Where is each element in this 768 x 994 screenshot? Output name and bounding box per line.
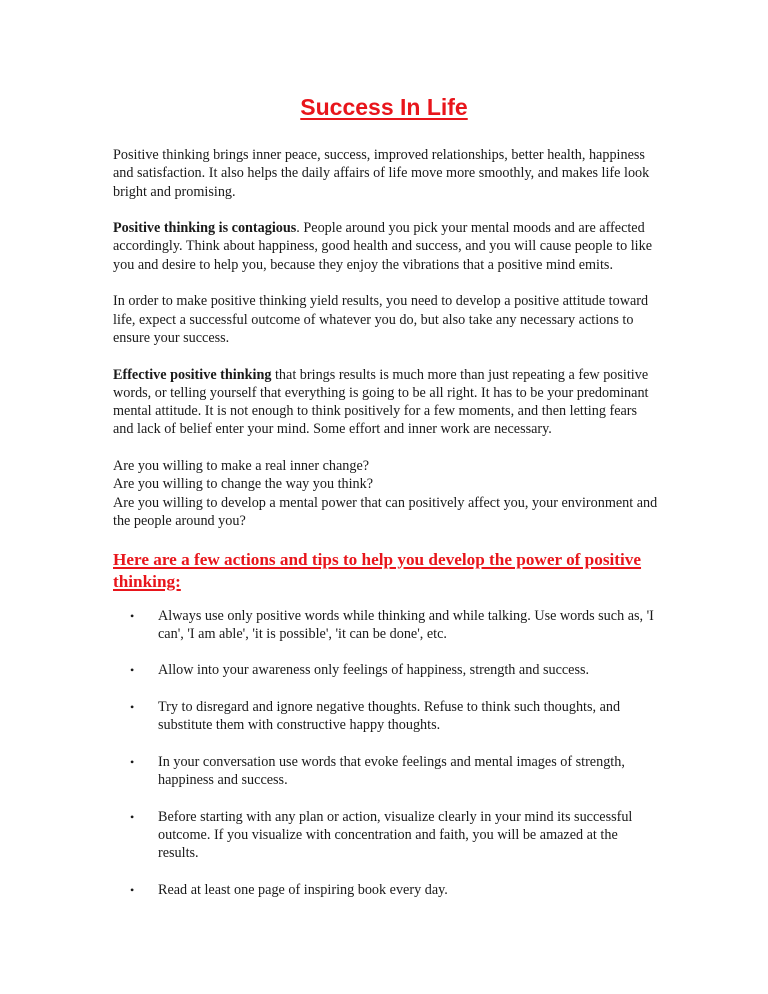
tip-item [113,698,661,735]
bullet-icon: • [130,809,135,824]
paragraph-intro [113,146,661,201]
question-3: Are you willing to develop a mental power that can positively affect you, your environment and the people around you? [113,494,658,529]
tip-item [113,661,661,679]
tip-text: Read at least one page of inspiring book every day. [158,881,448,898]
document-title: Success In Life [300,94,468,120]
question-1: Are you willing to make a real inner change? [113,458,370,475]
tip-text: Always use only positive words while thinking and while talking. Use words such as, 'I can', 'I am able', 'it is possible', 'it can be done', etc. [158,607,654,642]
question-2: Are you willing to change the way you think? [113,476,374,493]
bullet-icon: • [130,663,135,678]
paragraph-effective-text: that brings results is much more than just repeating a few positive words, or telling yourself that everything is going to be all right. It has to be your predominant mental attitude. It is not enough to think positively for a few moments, and then letting fears and lack of belief enter your mind. Some effort and inner work are necessary. [113,366,649,438]
paragraph-attitude-text: In order to make positive thinking yield results, you need to develop a positive attitude toward life, expect a successful outcome of whatever you do, but also take any necessary actions to ensure your success. [113,293,649,346]
tip-text: Before starting with any plan or action, visualize clearly in your mind its successful outcome. If you visualize with concentration and faith, you will be amazed at the results. [158,808,633,862]
paragraph-effective-lead: Effective positive thinking [113,366,272,383]
bullet-icon: • [130,608,135,623]
paragraph-attitude [113,292,661,347]
paragraph-intro-text: Positive thinking brings inner peace, success, improved relationships, better health, happiness and satisfaction. It also helps the daily affairs of life move more smoothly, and makes life look bright and promising. [113,147,650,200]
bullet-icon: • [130,882,135,897]
tip-text: Allow into your awareness only feelings of happiness, strength and success. [158,662,590,679]
tip-text: In your conversation use words that evoke feelings and mental images of strength, happiness and success. [158,753,625,789]
tip-item [113,607,661,644]
tip-text: Try to disregard and ignore negative thoughts. Refuse to think such thoughts, and substitute them with constructive happy thoughts. [158,699,621,734]
paragraph-effective [113,366,661,439]
tip-item [113,753,661,790]
bullet-icon: • [130,700,135,715]
paragraph-contagious-lead: Positive thinking is contagious [113,220,297,237]
paragraph-contagious [113,219,661,274]
tip-item [113,808,661,863]
bullet-icon: • [130,754,135,769]
tips-section-heading: Here are a few actions and tips to help you develop the power of positive thinking: [113,549,642,591]
tips-list [113,607,661,900]
document-body [113,146,661,918]
tip-item [113,881,661,899]
paragraph-contagious-text: . People around you pick your mental moods and are affected accordingly. Think about happiness, good health and success, and you will cause people to like you and desire to help you, because they enjoy the vibrations that a positive mind emits. [113,220,652,273]
